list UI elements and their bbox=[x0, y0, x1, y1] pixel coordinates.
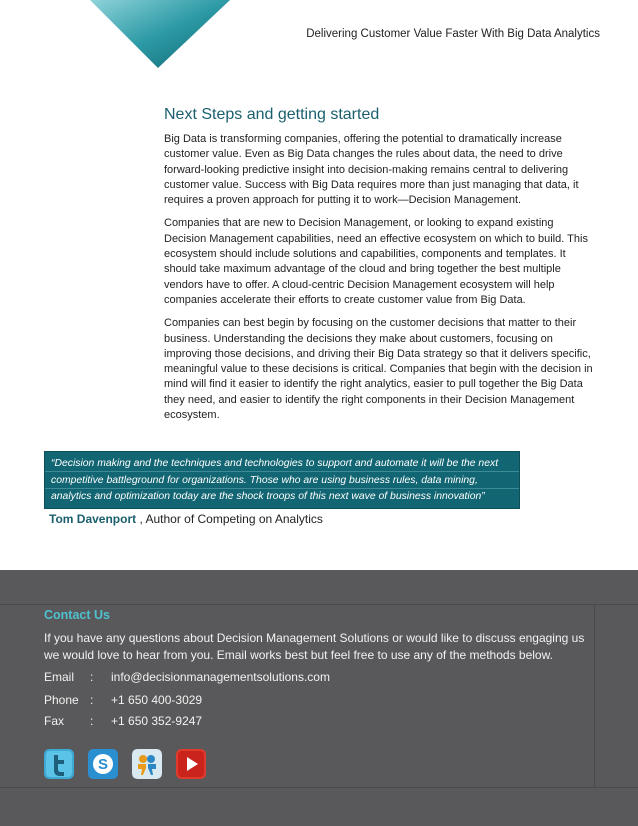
fax-value: +1 650 352-9247 bbox=[111, 714, 203, 728]
youtube-icon[interactable] bbox=[176, 749, 206, 779]
pull-quote bbox=[44, 451, 520, 509]
slideshare-icon[interactable] bbox=[132, 749, 162, 779]
twitter-icon[interactable] bbox=[44, 749, 74, 779]
contact-colon: : bbox=[90, 670, 94, 684]
quote-text: “Decision making and the techniques and technologies to support and automate it will be the next competitive battleground for organizations. Those who are using business rules, data mining, analytics and optimization today are the shock troops of this next wave of business innovation” bbox=[51, 458, 499, 502]
footer-divider bbox=[0, 787, 638, 788]
footer-divider bbox=[0, 604, 638, 605]
contact-label: Phone bbox=[44, 693, 79, 707]
quote-author: Tom Davenport bbox=[49, 512, 137, 526]
quote-divider bbox=[45, 488, 519, 489]
skype-icon[interactable] bbox=[88, 749, 118, 779]
quote-author-suffix: , Author of Competing on Analytics bbox=[136, 512, 323, 526]
contact-colon: : bbox=[90, 693, 94, 707]
main-section bbox=[164, 106, 596, 431]
phone-value: +1 650 400-3029 bbox=[111, 693, 203, 707]
paragraph: Companies that are new to Decision Management, or looking to expand existing Decision Management capabilities, need an effective ecosystem on which to build. This ecosystem should include solutions and capabilities, components and templates. It should take maximum advantage of the cloud and bring together the best multiple vendors have to offer. A cloud-centric Decision Management ecosystem will help companies accelerate their efforts to create customer value from Big Data. bbox=[164, 217, 588, 306]
contact-colon: : bbox=[90, 714, 94, 728]
contact-label: Email bbox=[44, 670, 75, 684]
svg-text:S: S bbox=[97, 756, 109, 773]
contact-intro: If you have any questions about Decision Management Solutions or would like to discuss engaging us we would love to hear from you. Email works best but feel free to use any of the methods below. bbox=[44, 631, 585, 662]
paragraph: Big Data is transforming companies, offering the potential to dramatically increase customer value. Even as Big Data changes the rules about data, the need to drive forward-looking predictive insight into decision-making remains central to delivering customer value. Success with Big Data requires more than just managing that data, it requires a proven approach for putting it to work—Decision Management. bbox=[164, 133, 579, 207]
section-title: Next Steps and getting started bbox=[164, 106, 380, 123]
document-header-title: Delivering Customer Value Faster With Big Data Analytics bbox=[306, 28, 600, 40]
paragraph: Companies can best begin by focusing on the customer decisions that matter to their business. Understanding the decisions they make about customers, focusing on improving those decisions, and driving their Big Data strategy so that it delivers specific, meaningful value to these decisions is critical. Companies that begin with the decision in mind will find it easier to identify the right analytics, easier to pull together the Big Data they need, and easier to identify the right components in their Decision Management ecosystem. bbox=[164, 317, 593, 422]
header-triangle-logo bbox=[90, 0, 230, 70]
footer-divider bbox=[594, 604, 595, 787]
quote-attribution bbox=[49, 512, 323, 526]
contact-label: Fax bbox=[44, 714, 65, 728]
contact-title: Contact Us bbox=[44, 608, 110, 622]
quote-divider bbox=[45, 471, 519, 472]
email-link[interactable]: info@decisionmanagementsolutions.com bbox=[111, 670, 330, 684]
